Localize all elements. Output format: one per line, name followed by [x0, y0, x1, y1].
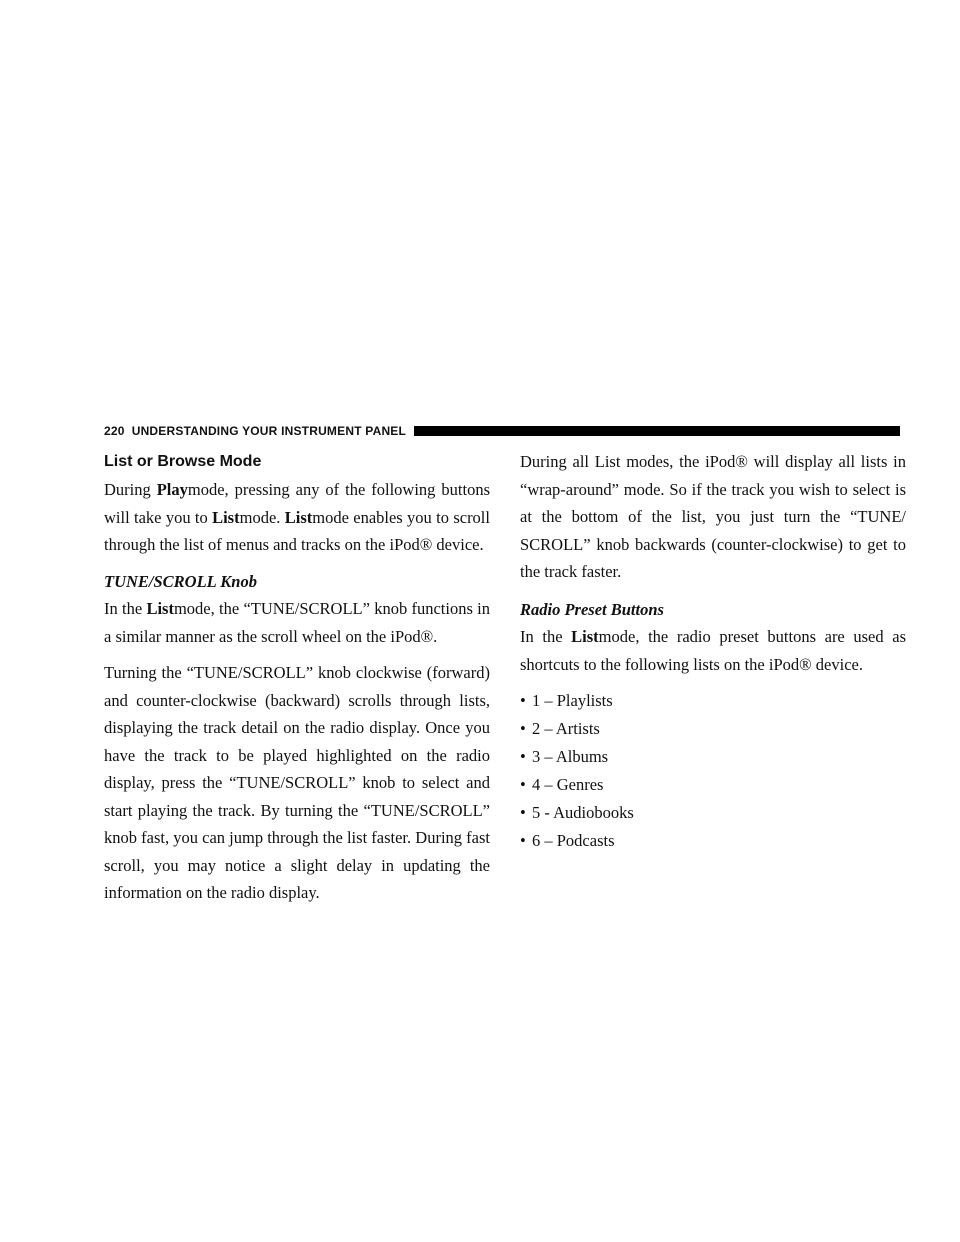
- list-item: • 4 – Genres: [520, 771, 906, 798]
- bullet-icon: •: [520, 831, 526, 850]
- list-item: • 1 – Playlists: [520, 687, 906, 714]
- preset-list: [520, 687, 906, 854]
- paragraph-preset-shortcuts: In the Listmode, the radio preset buttons are used as shortcuts to the following lists on the iPod® device.: [520, 627, 906, 674]
- list-item: • 3 – Albums: [520, 743, 906, 770]
- paragraph-list-mode: During Playmode, pressing any of the following buttons will take you to Listmode. Listmode enables you to scroll through the list of menus and tracks on the iPod® device.: [104, 480, 490, 554]
- left-column: [104, 448, 490, 916]
- bullet-icon: •: [520, 747, 526, 766]
- page-number: 220: [104, 424, 125, 438]
- bullet-icon: •: [520, 691, 526, 710]
- page-number-and-title: [104, 424, 406, 438]
- bullet-icon: •: [520, 719, 526, 738]
- paragraph-knob-functions: In the Listmode, the “TUNE/SCROLL” knob functions in a similar manner as the scroll wheel on the iPod®.: [104, 599, 490, 646]
- paragraph-wrap-around: During all List modes, the iPod® will display all lists in “wrap-around” mode. So if the track you wish to select is at the bottom of the list, you just turn the “TUNE/ SCROLL” knob backwards (counter-clockwise) to get to the track faster.: [520, 452, 906, 581]
- list-item: • 6 – Podcasts: [520, 827, 906, 854]
- list-item: • 2 – Artists: [520, 715, 906, 742]
- subheading-radio-preset: Radio Preset Buttons: [520, 599, 664, 619]
- running-header: [104, 422, 900, 440]
- list-item: • 5 - Audiobooks: [520, 799, 906, 826]
- bullet-icon: •: [520, 775, 526, 794]
- right-column: [520, 448, 906, 855]
- section-title: UNDERSTANDING YOUR INSTRUMENT PANEL: [131, 424, 407, 438]
- header-rule: [414, 426, 900, 436]
- subheading-tune-scroll: TUNE/SCROLL Knob: [104, 571, 257, 591]
- paragraph-knob-turning: Turning the “TUNE/SCROLL” knob clockwise (forward) and counter-clockwise (backward) scrolls through lists, displaying the track detail on the radio display. Once you have the track to be played highlighted on the radio display, press the “TUNE/SCROLL” knob to select and start playing the track. By turning the “TUNE/SCROLL” knob fast, you can jump through the list faster. During fast scroll, you may notice a slight delay in updating the information on the radio display.: [104, 663, 490, 902]
- section-heading: List or Browse Mode: [104, 453, 262, 470]
- bullet-icon: •: [520, 803, 526, 822]
